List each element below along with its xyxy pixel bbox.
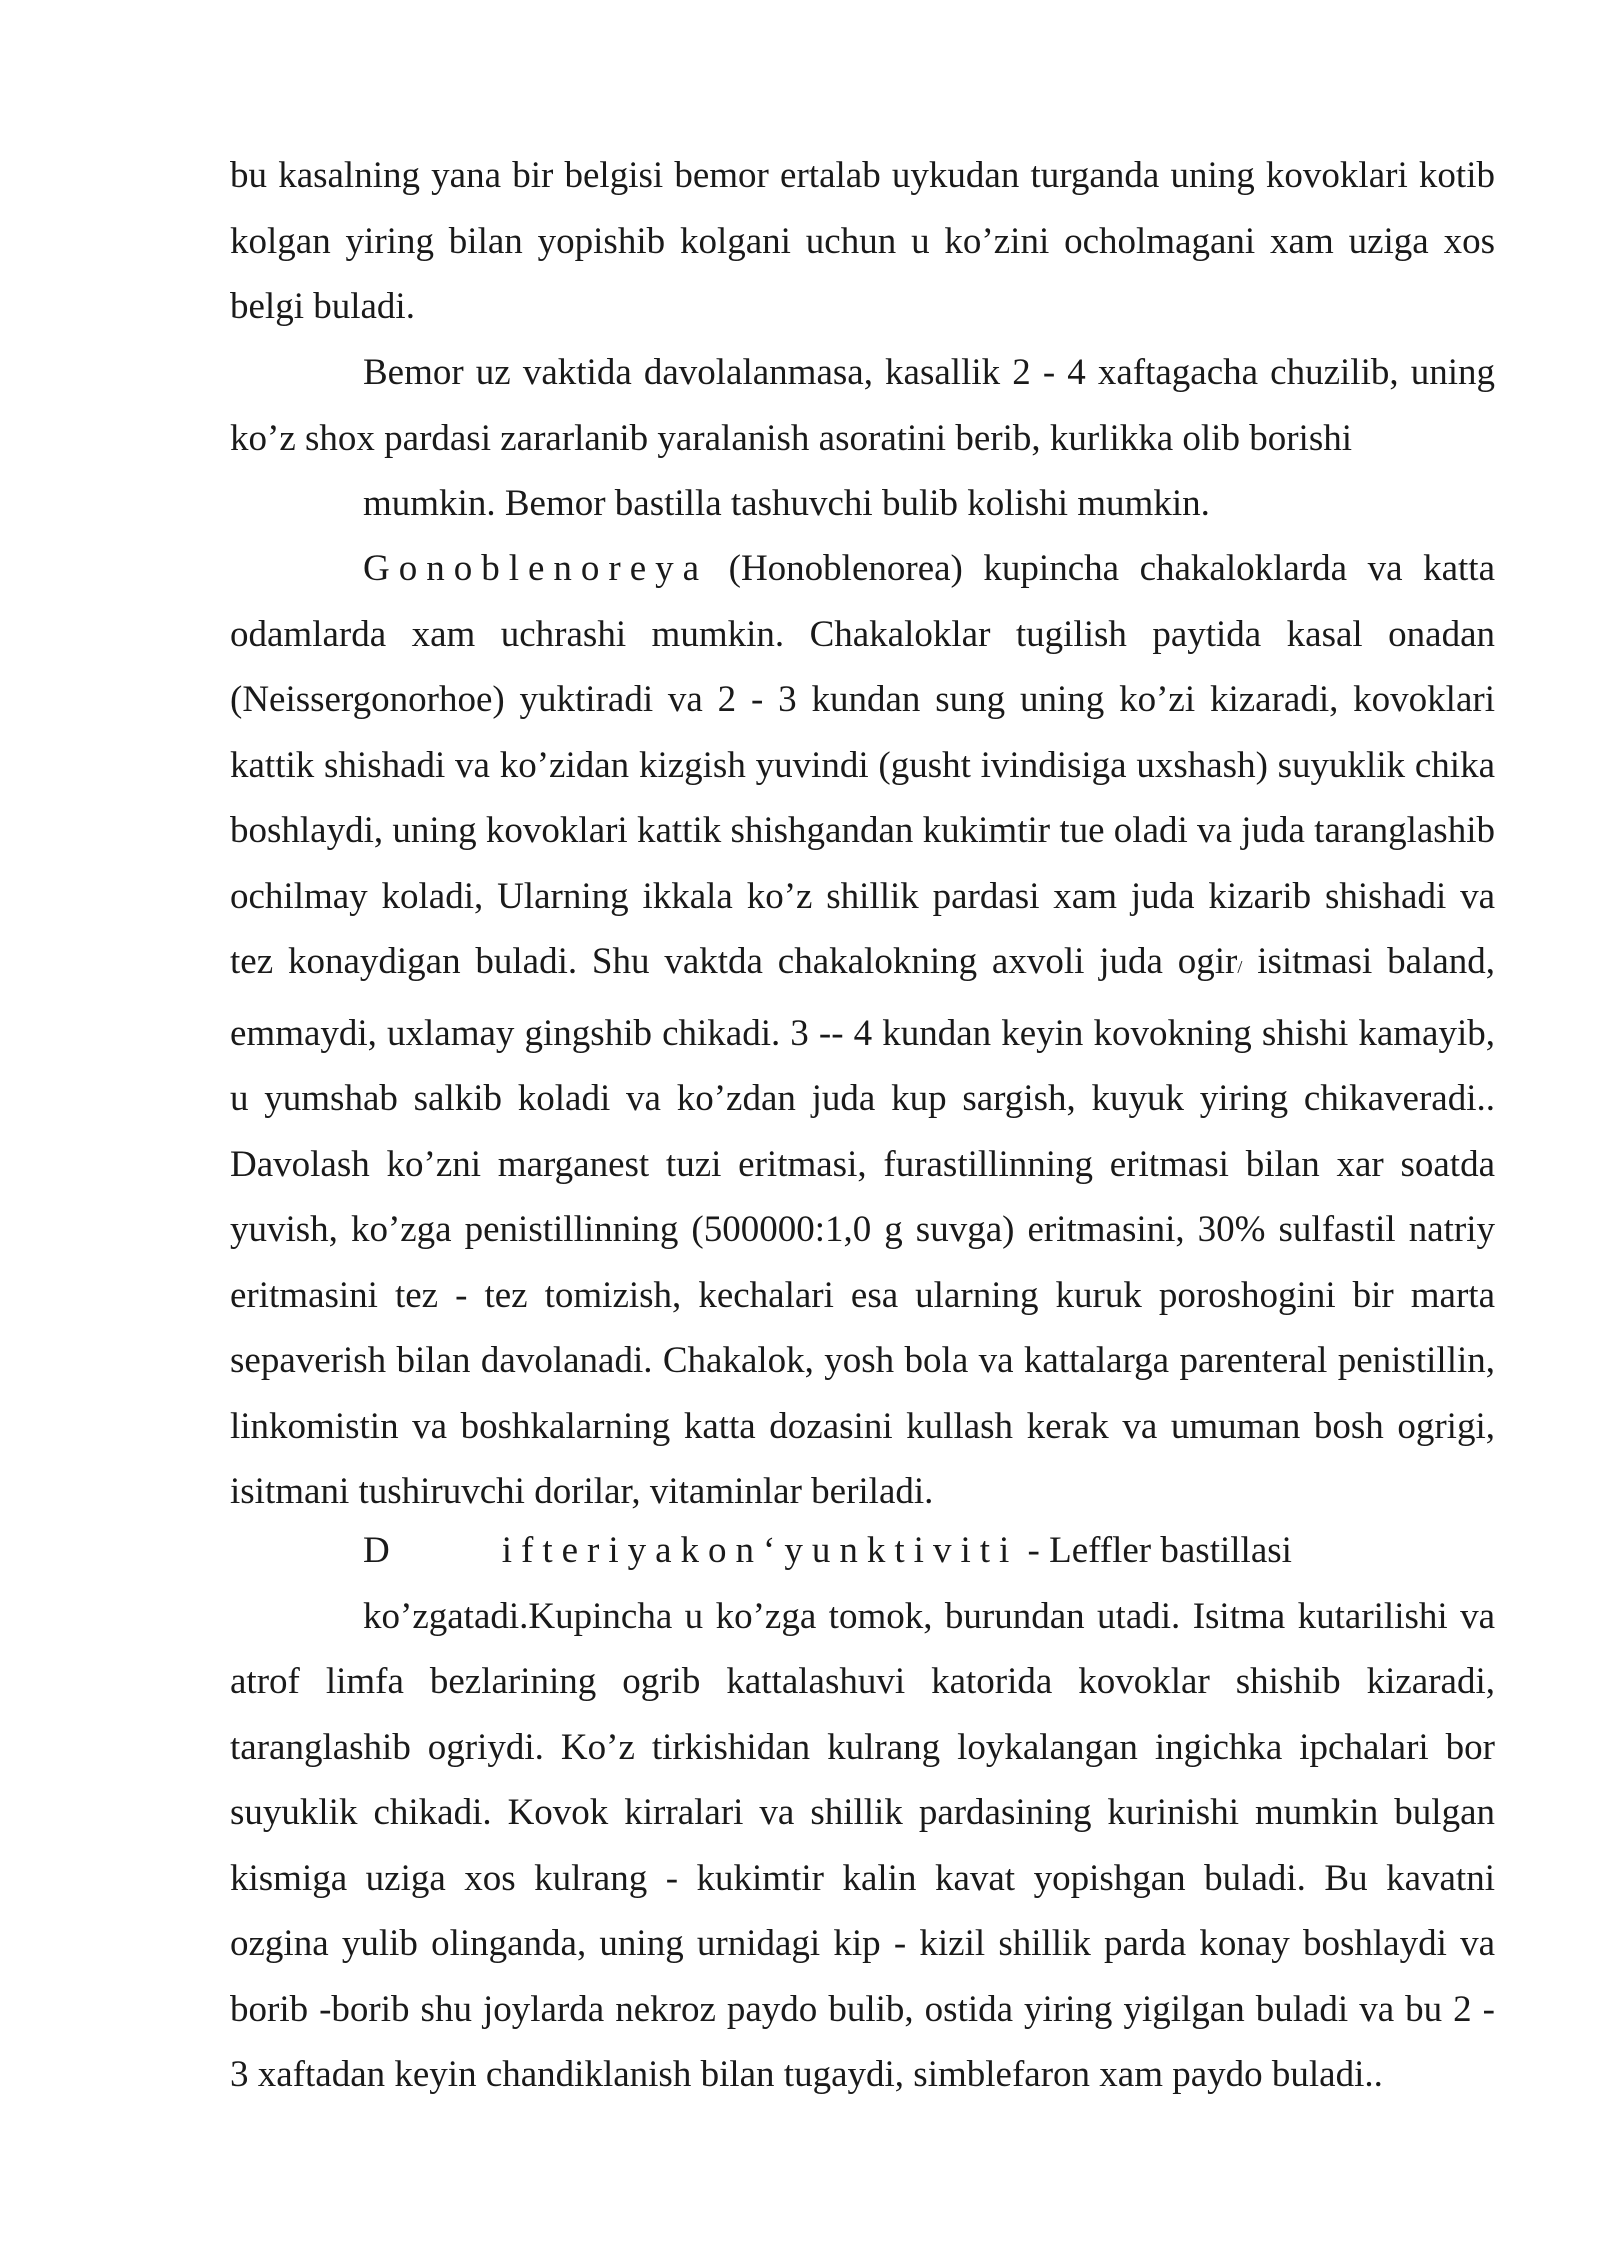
term-dash: - (1018, 1530, 1050, 1571)
paragraph-6-body: atrof limfa bezlarining ogrib kattalashuvi katorida kovoklar shishib kizaradi, taranglashib ogriydi. Ko’z tirkishidan kulrang loykalangan ingichka ipchalari bor suyuklik chikadi. Kovok kirralari va shillik pardasining kurinishi mumkin bulgan kismiga uziga xos kulrang - kukimtir kalin kavat yopishgan buladi. Bu kavatni ozgina yulib olinganda, uning urnidagi kip - kizil shillik parda konay boshlaydi va borib -borib shu joylarda nekroz paydo bulib, ostida yiring yigilgan buladi va bu 2 - 3 xaftadan keyin chandiklanish bilan tugaydi, simblefaron xam paydo buladi.. (230, 1661, 1495, 2095)
term-difteriya: ifteriyakon‘yunktiviti (501, 1530, 1019, 1571)
term-letter-d: D (363, 1530, 390, 1571)
paragraph-difteriya-heading (363, 1518, 1292, 1584)
paragraph-4-text-a: (Honoblenorea) kupincha chakaloklarda va katta odamlarda xam uchrashi mumkin. Chakaloklar tugilish paytida kasal onadan (Neissergonorhoe) yuktiradi va 2 - 3 kundan sung uning ko’zi kizaradi, kovoklari kattik shishadi va ko’zidan kizgish yuvindi (gusht ivindisiga uxshash) suyuklik chika boshlaydi, uning kovoklari kattik shishgandan kukimtir tue oladi va juda taranglashib ochilmay koladi, Ularning ikkala ko’z shillik pardasi xam juda kizarib shishadi va tez konaydigan buladi. Shu vaktda chakalokning axvoli juda ogir (230, 548, 1495, 982)
paragraph-3: mumkin. Bemor bastilla tashuvchi bulib kolishi mumkin. (363, 483, 1210, 524)
term-gonoblenoreya: Gonoblenoreya (363, 548, 709, 589)
paragraph-2: Bemor uz vaktida davolalanmasa, kasallik 2 - 4 xaftagacha chuzilib, uning ko’z shox pardasi zararlanib yaralanish asoratini berib, kurlikka olib borishi (230, 352, 1495, 459)
stray-mark: / (1237, 957, 1243, 977)
paragraph-6-first-line: ko’zgatadi.Kupincha u ko’zga tomok, burundan utadi. Isitma kutarilishi va (363, 1596, 1495, 1637)
paragraph-4-text-b: isitmasi baland, emmaydi, uxlamay gingshib chikadi. 3 -- 4 kundan keyin kovokning shishi kamayib, u yumshab salkib koladi va ko’zdan juda kup sargish, kuyuk yiring chikaveradi.. Davolash ko’zni marganest tuzi eritmasi, furastillinning eritmasi bilan xar soatda yuvish, ko’zga penistillinning (500000:1,0 g suvga) eritmasini, 30% sulfastil natriy eritmasini tez - tez tomizish, kechalari esa ularning kuruk poroshogini bir marta sepaverish bilan davolanadi. Chakalok, yosh bola va kattalarga parenteral penistillin, linkomistin va boshkalarning katta dozasini kullash kerak va umuman bosh ogrigi, isitmani tushiruvchi dorilar, vitaminlar beriladi. (230, 941, 1496, 1512)
paragraph-5-rest: Leffler bastillasi (1049, 1530, 1292, 1571)
paragraph-1: bu kasalning yana bir belgisi bemor ertalab uykudan turganda uning kovoklari kotib kolgan yiring bilan yopishib kolgani uchun u ko’zini ocholmagani xam uziga xos belgi buladi. (230, 155, 1495, 327)
paragraph-gonoblenoreya (230, 536, 1495, 1525)
